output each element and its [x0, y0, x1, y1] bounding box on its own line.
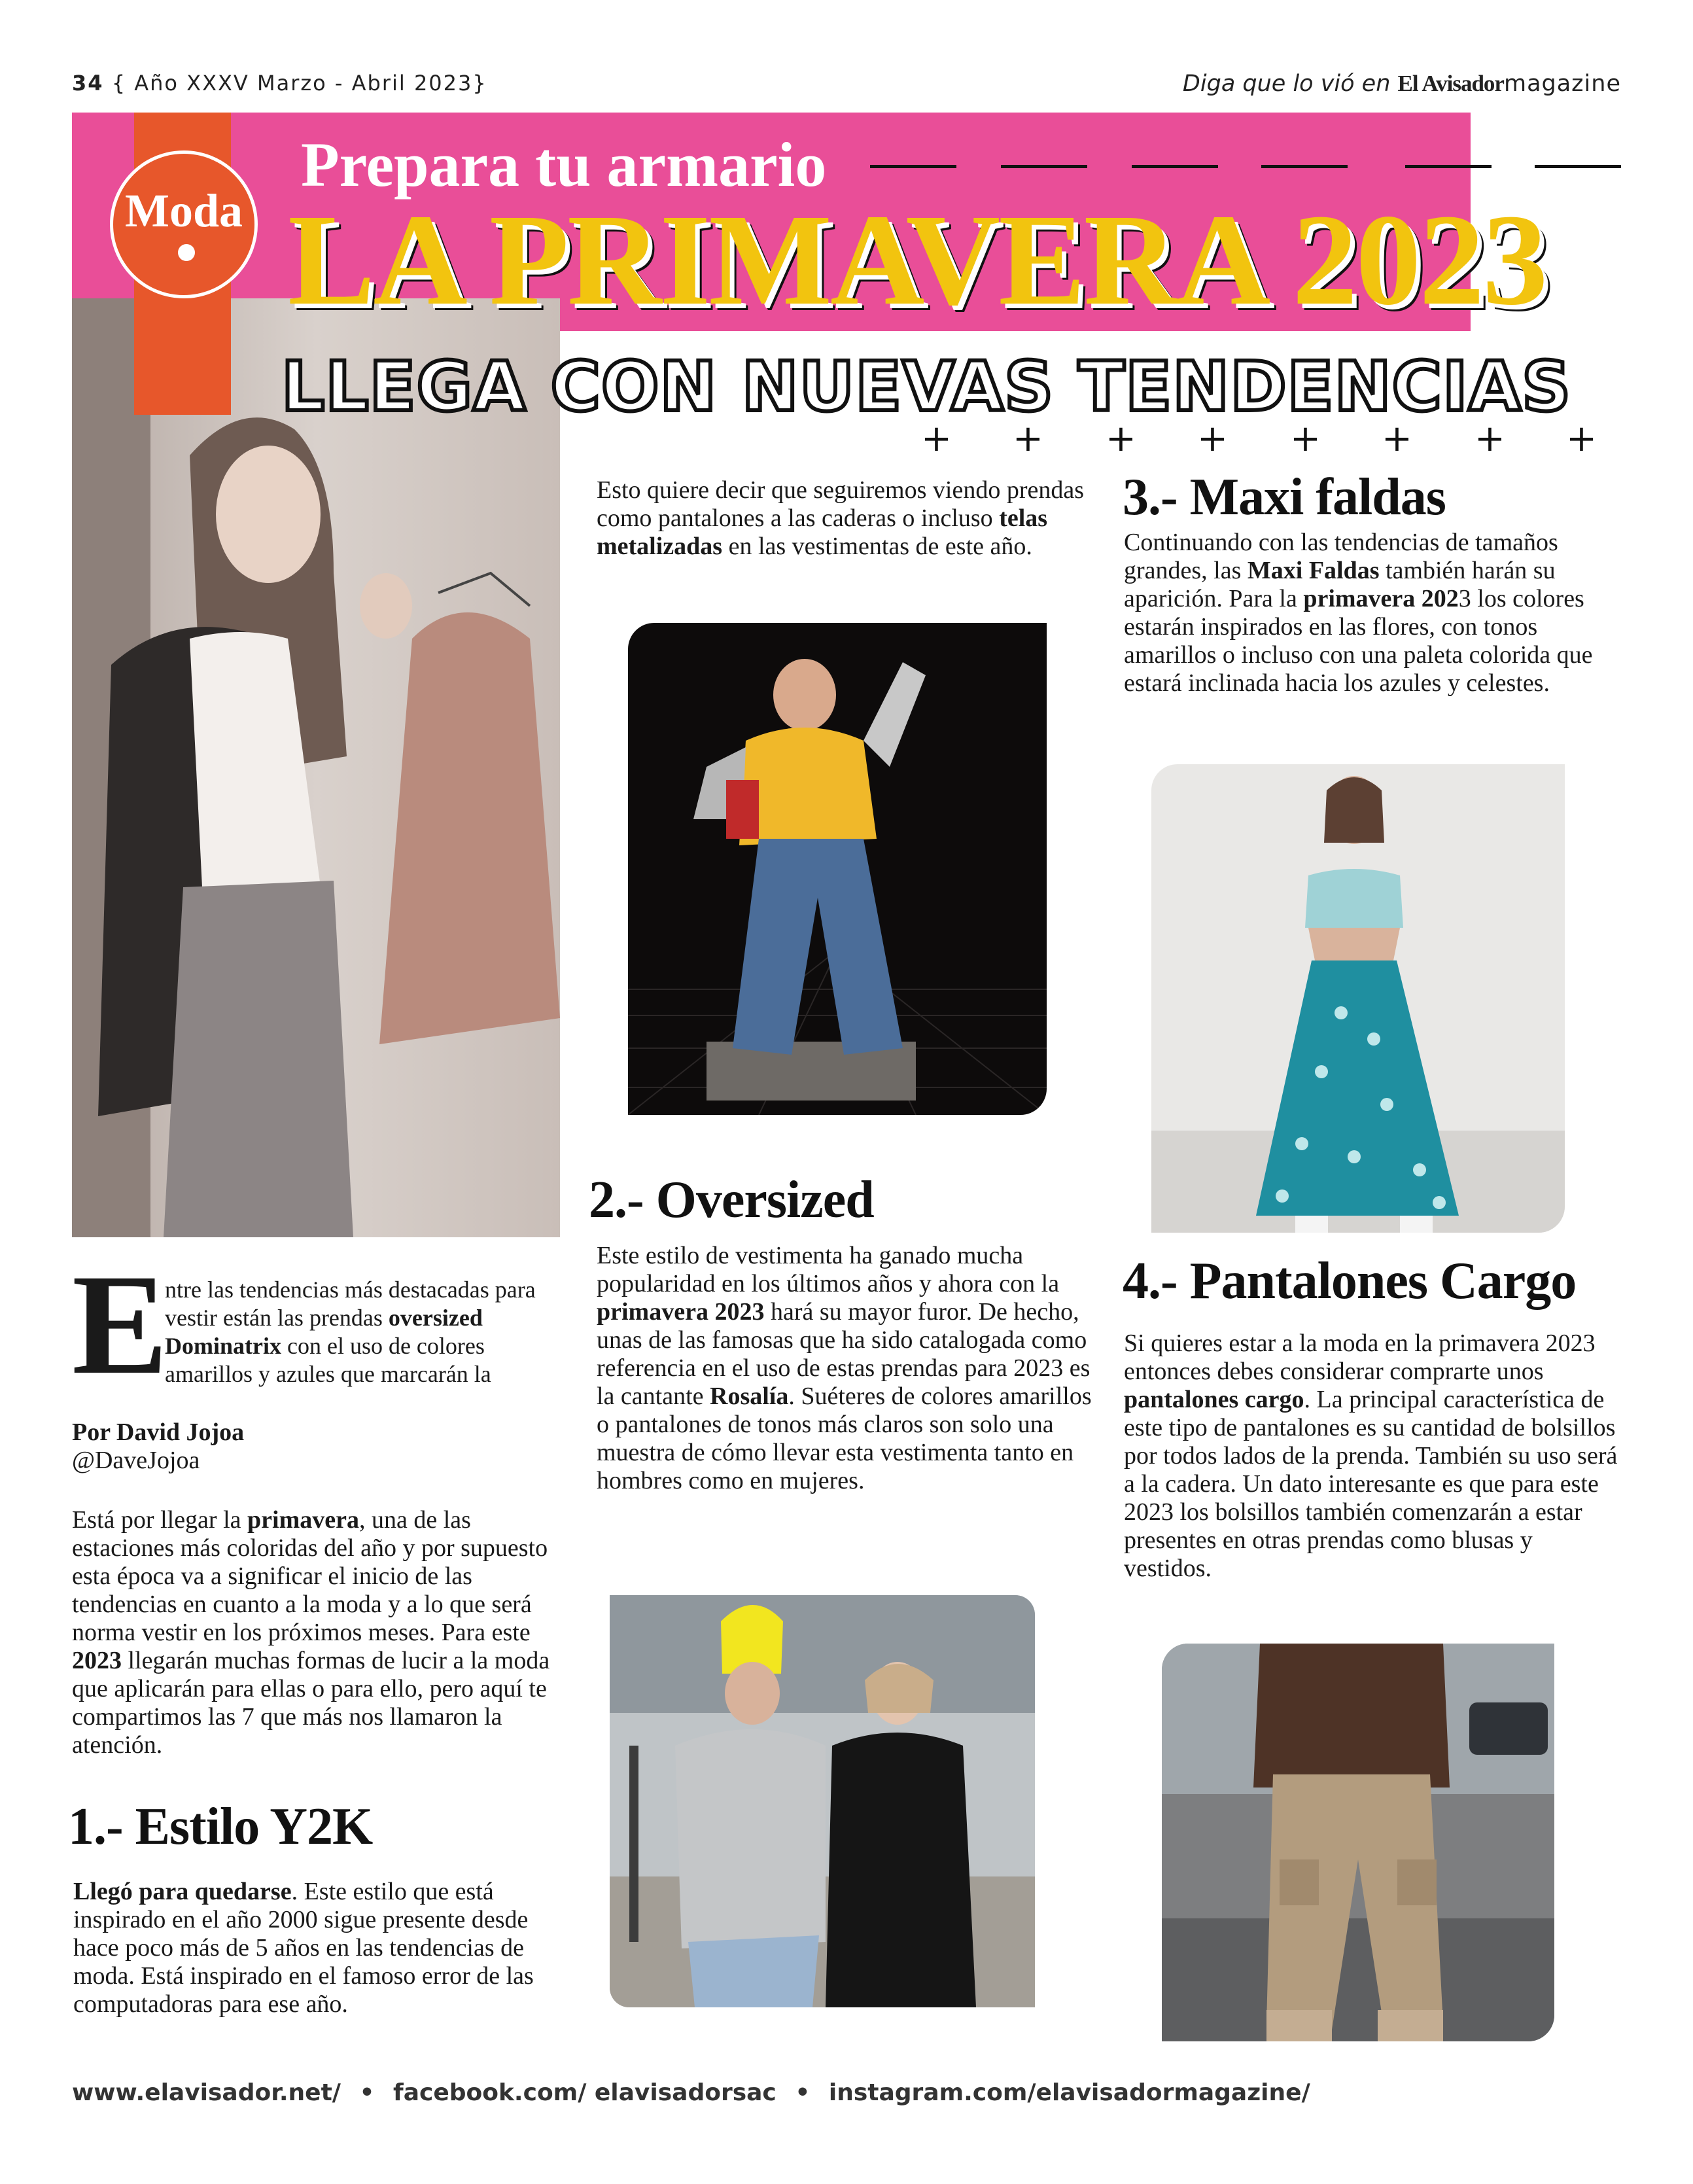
footer-bullet: •	[359, 2079, 375, 2106]
intro-lead: ntre las tendencias más destacadas para vestir están las prendas oversized Dominatrix con el uso de colores amarillos y azules que marcarán la	[165, 1277, 536, 1387]
plus-mark: +	[921, 417, 952, 460]
page-number: 34	[72, 71, 104, 96]
main-title: LA PRIMAVERA 2023	[288, 188, 1546, 332]
plus-mark: +	[1475, 417, 1505, 460]
footer-links	[72, 2079, 1310, 2106]
intro-paragraph: Está por llegar la primavera, una de las estaciones más coloridas del año y por supuesto esta época va a significar el inicio de las tendencias en cuanto a la moda y a lo que será norma vestir en los próximos meses. Para este 2023 llegarán muchas formas de lucir a la moda que aplicarán para ellas o para ello, pero aquí te compartimos las 7 que más nos llamaron la atención.	[72, 1506, 550, 1759]
plus-mark: +	[1013, 417, 1043, 460]
instagram-link[interactable]: instagram.com/elavisadormagazine/	[828, 2079, 1310, 2106]
decorative-dash	[1132, 165, 1218, 168]
y2k-paragraph: Llegó para quedarse. Este estilo que está inspirado en el año 2000 sigue presente desde hace poco más de 5 años en las tendencias de moda. Está inspirado en el famoso error de las computadoras para ese año.	[73, 1878, 534, 2018]
plus-mark: +	[1290, 417, 1321, 460]
plus-mark: +	[1382, 417, 1412, 460]
decorative-dash	[1405, 165, 1492, 168]
oversized-couple-street-photo	[610, 1595, 1035, 2007]
heading-estilo-y2k: 1.- Estilo Y2K	[68, 1798, 373, 1856]
plus-mark: +	[1197, 417, 1228, 460]
col2-intro-paragraph: Esto quiere decir que seguiremos viendo prendas como pantalones a las caderas o incluso telas metalizadas en las vestimentas de este año.	[597, 476, 1084, 560]
website-link[interactable]: www.elavisador.net/	[72, 2079, 341, 2106]
kicker-title: Prepara tu armario	[301, 130, 827, 200]
page-header-issue: 34 { Año XXXV Marzo - Abril 2023}	[72, 71, 487, 96]
decorative-dash	[1535, 165, 1621, 168]
maxi-skirt-photo	[1151, 764, 1565, 1233]
heading-maxi-faldas: 3.- Maxi faldas	[1123, 468, 1446, 526]
section-badge	[110, 150, 258, 298]
issue-label: Año XXXV Marzo - Abril 2023	[134, 71, 473, 96]
page-header-tagline	[1183, 71, 1621, 97]
decorative-dash	[1001, 165, 1087, 168]
heading-oversized: 2.- Oversized	[589, 1171, 874, 1229]
facebook-link[interactable]: facebook.com/ elavisadorsac	[393, 2079, 777, 2106]
maxi-faldas-paragraph: Continuando con las tendencias de tamaños grandes, las Maxi Faldas también harán su aparición. Para la primavera 2023 los colores estarán inspirados en las flores, con tonos amarillos o incluso con una paleta colorida que estará inclinada hacia los azules y celestes.	[1124, 529, 1593, 697]
oversized-paragraph: Este estilo de vestimenta ha ganado mucha popularidad en los últimos años y ahora con la primavera 2023 hará su mayor furor. De hecho, unas de las famosas que ha sido catalogada como referencia en el uso de estas prendas para 2023 es la cantante Rosalía. Suéteres de colores amarillos o pantalones de tonos más claros son solo una muestra de cómo llevar esta vestimenta tanto en hombres como en mujeres.	[597, 1242, 1092, 1494]
brand-logo: El Avisador	[1397, 71, 1504, 96]
decorative-dash	[870, 165, 956, 168]
plus-mark: +	[1106, 417, 1136, 460]
pantalones-cargo-paragraph: Si quieres estar a la moda en la primavera 2023 entonces debes considerar comprarte unos pantalones cargo. La principal característica de este tipo de pantalones es su cantidad de bolsillos por todos lados de la prenda. También su uso será a la cadera. Un dato interesante es que para este 2023 los bolsillos también comenzarán a estar presentes en otras prendas como blusas y vestidos.	[1124, 1330, 1618, 1582]
decorative-dash	[1261, 165, 1348, 168]
cargo-pants-photo	[1162, 1644, 1554, 2041]
plus-mark: +	[1566, 417, 1597, 460]
subtitle: LLEGA CON NUEVAS TENDENCIAS	[281, 347, 1572, 427]
author-name: Por David Jojoa	[72, 1418, 245, 1446]
woman-holding-dress-photo	[72, 298, 560, 1237]
byline	[72, 1418, 556, 1475]
tagline-prefix: Diga que lo vió en	[1182, 71, 1391, 97]
drop-cap: E	[72, 1244, 168, 1404]
footer-bullet: •	[795, 2079, 811, 2106]
brand-suffix: magazine	[1503, 71, 1621, 97]
heading-pantalones-cargo: 4.- Pantalones Cargo	[1123, 1252, 1577, 1310]
badge-dot	[178, 244, 195, 261]
oversized-metallic-outfit-photo	[628, 623, 1047, 1115]
section-badge-label: Moda	[125, 185, 243, 237]
author-handle: @DaveJojoa	[72, 1447, 200, 1474]
